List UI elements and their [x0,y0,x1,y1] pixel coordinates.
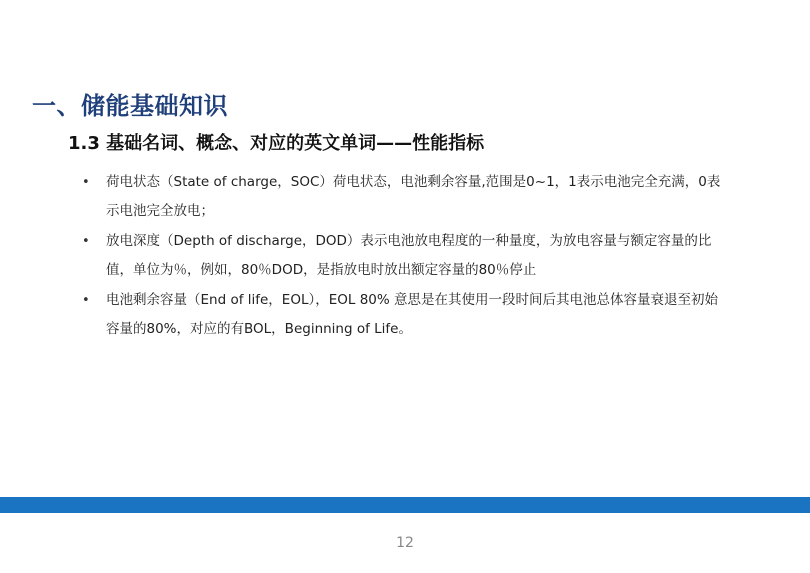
bullet-item-soc [82,168,722,226]
slide-title: 一、储能基础知识 [32,92,228,120]
bullet-text: 放电深度（Depth of discharge，DOD）表示电池放电程度的一种量度，为放电容量与额定容量的比值，单位为％，例如，80％DOD，是指放电时放出额定容量的80％停止 [106,233,712,278]
bullet-item-dod [82,227,722,285]
bullet-dot-icon: • [82,234,90,249]
footer-band [0,497,810,513]
bullet-item-eol [82,286,722,344]
slide-subtitle: 1.3 基础名词、概念、对应的英文单词——性能指标 [68,133,485,154]
bullet-dot-icon: • [82,175,90,190]
bullet-text: 电池剩余容量（End of life，EOL），EOL 80% 意思是在其使用一段时间后其电池总体容量衰退至初始容量的80%，对应的有BOL，Beginning of Life。 [106,292,719,337]
page-number: 12 [396,535,414,551]
bullet-list [82,168,722,345]
bullet-dot-icon: • [82,293,90,308]
bullet-text: 荷电状态（State of charge，SOC）荷电状态，电池剩余容量,范围是0~1，1表示电池完全充满，0表示电池完全放电； [106,174,721,219]
